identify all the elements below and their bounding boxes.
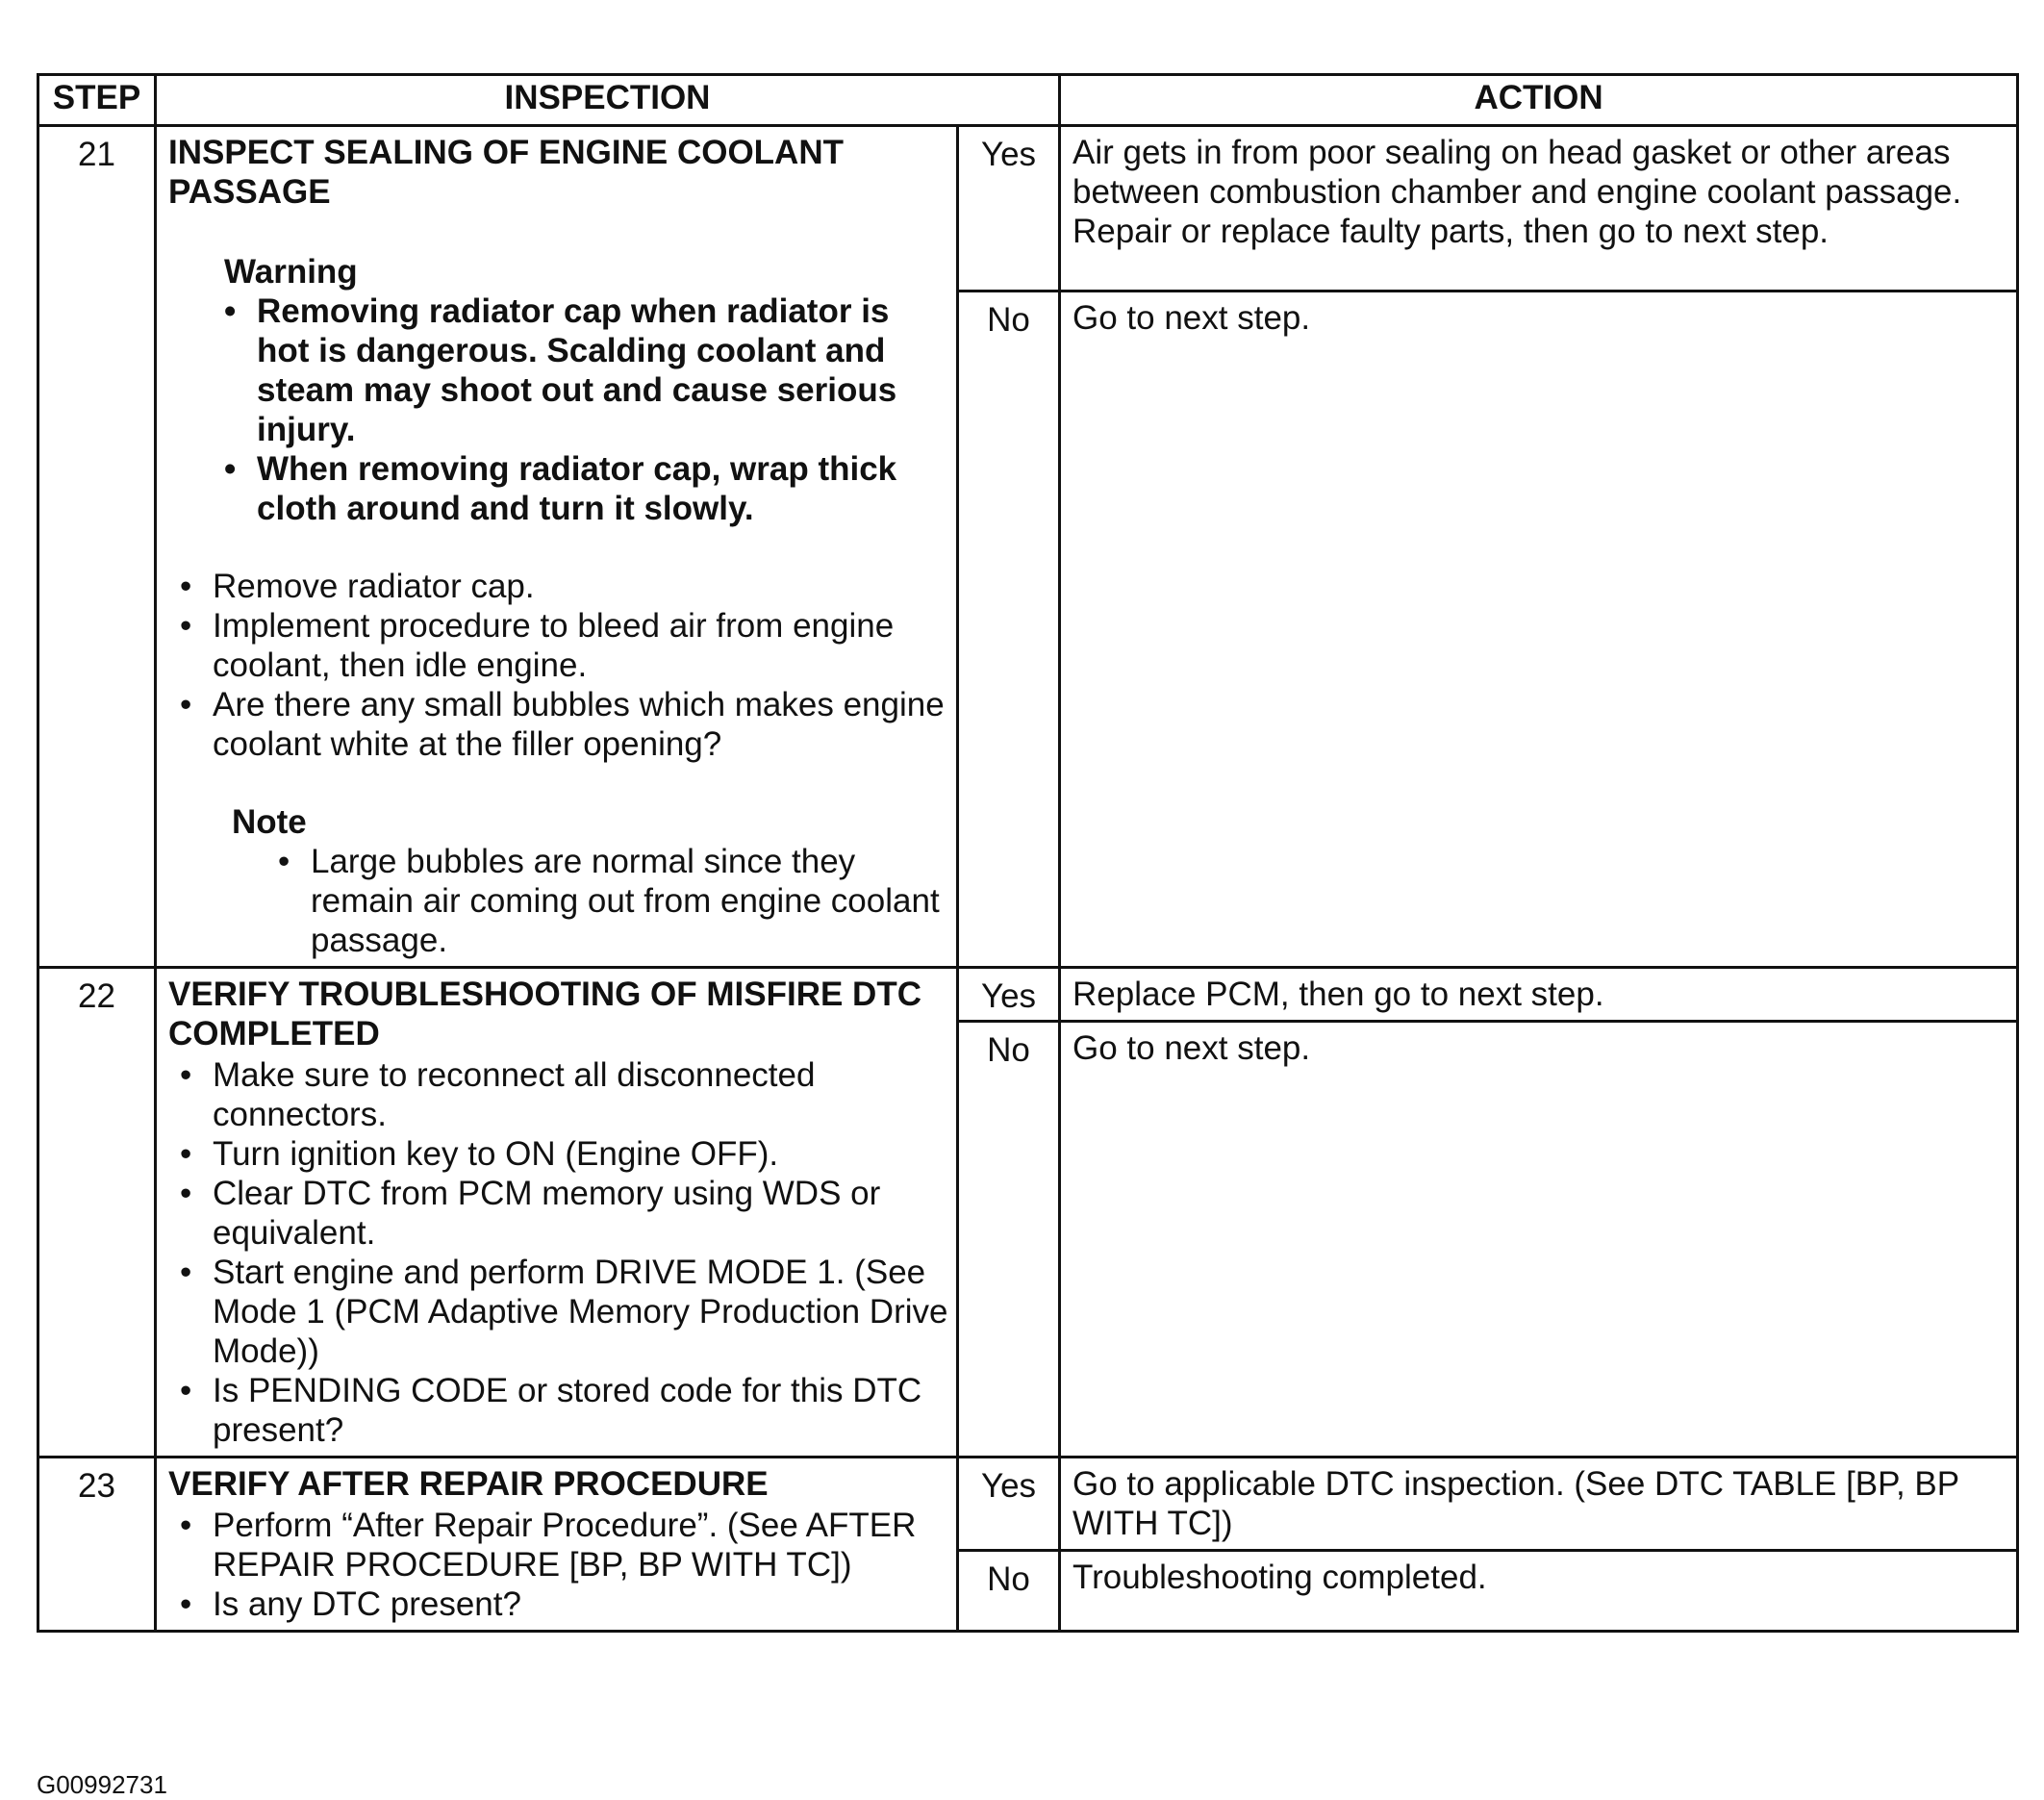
inspection-cell bbox=[156, 1458, 958, 1632]
list-item: • Start engine and perform DRIVE MODE 1. (See Mode 1 (PCM Adaptive Memory Production Drive Mode)) bbox=[168, 1253, 948, 1371]
procedure-list bbox=[168, 567, 948, 764]
no-label: No bbox=[958, 1551, 1060, 1632]
header-action: ACTION bbox=[1060, 75, 2018, 126]
yes-label: Yes bbox=[958, 1458, 1060, 1551]
inspection-cell bbox=[156, 126, 958, 968]
list-item: • Perform “After Repair Procedure”. (See AFTER REPAIR PROCEDURE [BP, BP WITH TC]) bbox=[168, 1506, 948, 1585]
list-item: • Remove radiator cap. bbox=[168, 567, 948, 606]
inspection-title: VERIFY TROUBLESHOOTING OF MISFIRE DTC COMPLETED bbox=[168, 976, 921, 1052]
no-action: Go to next step. bbox=[1060, 292, 2018, 968]
figure-code: G00992731 bbox=[37, 1770, 167, 1799]
table-row bbox=[38, 1458, 2018, 1551]
note-list bbox=[266, 842, 948, 960]
warning-heading: Warning bbox=[224, 253, 358, 291]
header-step: STEP bbox=[38, 75, 156, 126]
list-item: • Is PENDING CODE or stored code for this DTC present? bbox=[168, 1371, 948, 1450]
list-item: • Make sure to reconnect all disconnected connectors. bbox=[168, 1055, 948, 1134]
list-item: • When removing radiator cap, wrap thick cloth around and turn it slowly. bbox=[213, 449, 948, 528]
diagnostic-table bbox=[37, 73, 2019, 1633]
no-action: Troubleshooting completed. bbox=[1060, 1551, 2018, 1632]
inspection-title: INSPECT SEALING OF ENGINE COOLANT PASSAGE bbox=[168, 134, 844, 211]
yes-action: Go to applicable DTC inspection. (See DTC TABLE [BP, BP WITH TC]) bbox=[1060, 1458, 2018, 1551]
step-number: 21 bbox=[38, 126, 156, 968]
list-item: • Clear DTC from PCM memory using WDS or equivalent. bbox=[168, 1174, 948, 1253]
list-item: • Turn ignition key to ON (Engine OFF). bbox=[168, 1134, 948, 1174]
no-label: No bbox=[958, 292, 1060, 968]
list-item: • Implement procedure to bleed air from engine coolant, then idle engine. bbox=[168, 606, 948, 685]
step-number: 23 bbox=[38, 1458, 156, 1632]
diagnostic-table-container bbox=[37, 73, 2016, 1799]
no-label: No bbox=[958, 1022, 1060, 1458]
procedure-list bbox=[168, 1055, 948, 1450]
header-row bbox=[38, 75, 2018, 126]
list-item: • Large bubbles are normal since they remain air coming out from engine coolant passage. bbox=[266, 842, 948, 960]
list-item: • Removing radiator cap when radiator is hot is dangerous. Scalding coolant and steam may shoot out and cause serious injury. bbox=[213, 292, 948, 449]
list-item: • Are there any small bubbles which makes engine coolant white at the filler opening? bbox=[168, 685, 948, 764]
yes-action: Replace PCM, then go to next step. bbox=[1060, 968, 2018, 1022]
warning-list bbox=[213, 292, 948, 528]
yes-label: Yes bbox=[958, 968, 1060, 1022]
note-heading: Note bbox=[232, 803, 307, 841]
table-row bbox=[38, 968, 2018, 1022]
table-row bbox=[38, 126, 2018, 292]
header-inspection: INSPECTION bbox=[156, 75, 1060, 126]
inspection-cell bbox=[156, 968, 958, 1458]
yes-label: Yes bbox=[958, 126, 1060, 292]
list-item: • Is any DTC present? bbox=[168, 1585, 948, 1624]
inspection-title: VERIFY AFTER REPAIR PROCEDURE bbox=[168, 1465, 769, 1503]
step-number: 22 bbox=[38, 968, 156, 1458]
yes-action: Air gets in from poor sealing on head gasket or other areas between combustion chamber and engine coolant passage. Repair or replace faulty parts, then go to next step. bbox=[1060, 126, 2018, 292]
procedure-list bbox=[168, 1506, 948, 1624]
no-action: Go to next step. bbox=[1060, 1022, 2018, 1458]
